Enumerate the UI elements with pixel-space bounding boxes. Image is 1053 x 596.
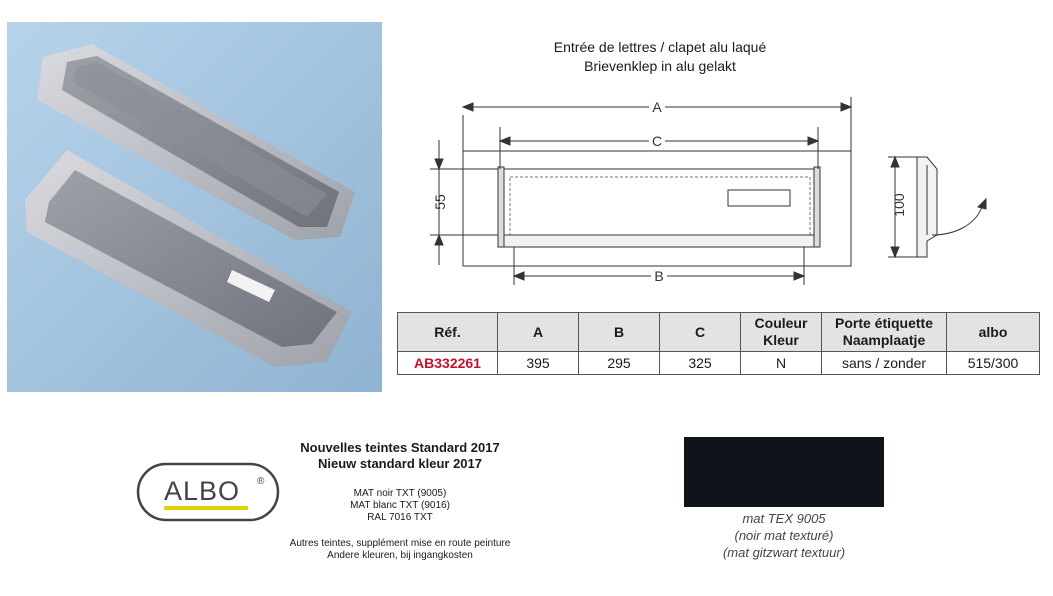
drawing-window — [728, 190, 790, 206]
drawing-title-line2: Brievenklep in alu gelakt — [584, 58, 736, 74]
notice-color-list — [300, 488, 500, 524]
notice-other-colors — [250, 538, 550, 562]
swatch-caption-line2: (noir mat texturé) — [734, 528, 834, 543]
header-a: A — [498, 313, 579, 352]
cell-porte: sans / zonder — [822, 352, 947, 375]
header-c: C — [660, 313, 741, 352]
notice-other-fr: Autres teintes, supplément mise en route peinture — [289, 538, 511, 549]
dim-b-label: B — [654, 268, 664, 284]
drawing-title-line1: Entrée de lettres / clapet alu laqué — [553, 39, 767, 55]
product-photo — [7, 22, 382, 392]
cell-a: 395 — [498, 352, 579, 375]
dim-100-label: 100 — [891, 193, 907, 217]
header-b: B — [579, 313, 660, 352]
header-porte-nl: Naamplaatje — [842, 332, 926, 348]
spec-table — [397, 312, 1040, 375]
notice-other-nl: Andere kleuren, bij ingangkosten — [327, 550, 473, 561]
drawing-title — [470, 38, 850, 76]
header-couleur — [741, 313, 822, 352]
notice-color-item: RAL 7016 TXT — [367, 512, 433, 523]
table-header-row — [398, 313, 1040, 352]
notice-title — [270, 440, 530, 472]
cell-b: 295 — [579, 352, 660, 375]
swatch-caption — [684, 510, 884, 561]
notice-color-item: MAT blanc TXT (9016) — [350, 500, 450, 511]
header-ref: Réf. — [398, 313, 498, 352]
header-couleur-fr: Couleur — [754, 315, 808, 331]
cell-c: 325 — [660, 352, 741, 375]
swatch-caption-line3: (mat gitzwart textuur) — [722, 545, 846, 560]
logo-underline — [164, 506, 248, 510]
header-porte-fr: Porte étiquette — [834, 315, 933, 331]
notice-color-item: MAT noir TXT (9005) — [353, 488, 447, 499]
albo-logo — [136, 462, 280, 522]
notice-title-nl: Nieuw standard kleur 2017 — [317, 456, 482, 471]
cell-ref: AB332261 — [398, 352, 498, 375]
dim-55-label: 55 — [432, 194, 448, 210]
plate-outline — [463, 151, 851, 266]
notice-title-fr: Nouvelles teintes Standard 2017 — [300, 440, 500, 455]
logo-text: ALBO — [163, 476, 241, 506]
color-swatch — [684, 437, 884, 507]
dim-a-label: A — [652, 99, 662, 115]
cell-albo: 515/300 — [947, 352, 1040, 375]
technical-drawing — [420, 85, 1020, 305]
logo-registered-mark: ® — [257, 476, 265, 487]
header-couleur-nl: Kleur — [763, 332, 799, 348]
dim-c-label: C — [651, 133, 663, 149]
header-albo: albo — [947, 313, 1040, 352]
cell-couleur: N — [741, 352, 822, 375]
swatch-caption-line1: mat TEX 9005 — [742, 511, 826, 526]
table-row — [398, 352, 1040, 375]
header-porte — [822, 313, 947, 352]
